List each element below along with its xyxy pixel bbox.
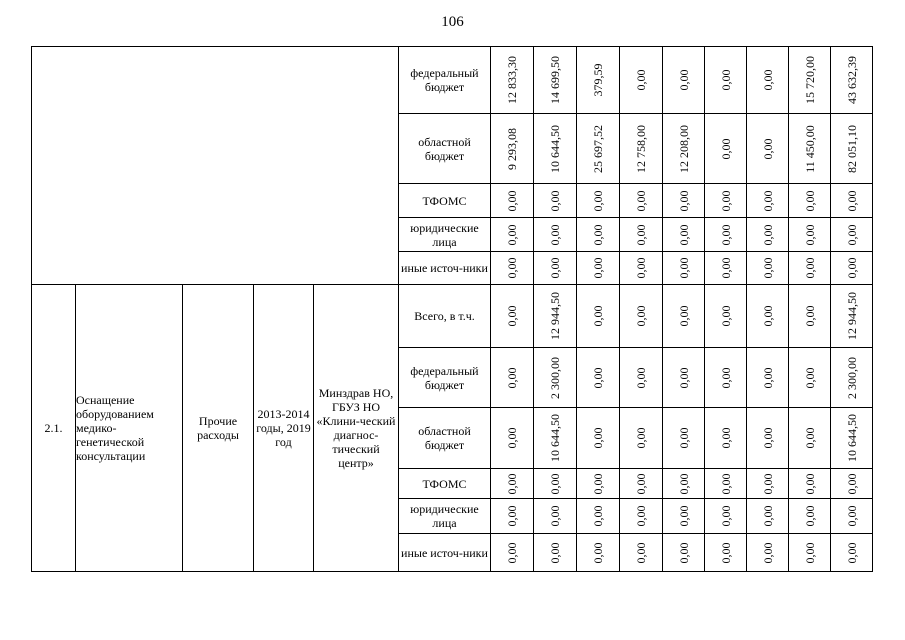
upper-row-value-cell <box>747 47 789 114</box>
value-text: 0,00 <box>505 367 519 388</box>
item-row-value-cell <box>789 534 831 572</box>
item-row-value-cell <box>534 499 577 534</box>
item-row-value-cell <box>747 534 789 572</box>
value-text: 0,00 <box>634 224 648 245</box>
value-text: 0,00 <box>634 305 648 327</box>
item-row-value-cell <box>663 408 705 469</box>
value-text: 0,00 <box>760 542 775 563</box>
funding-source: юридические лица <box>399 218 491 252</box>
value-text: 0,00 <box>591 224 605 245</box>
value-text: 0,00 <box>505 190 519 211</box>
item-row-value-cell <box>789 408 831 469</box>
value-text: 0,00 <box>548 224 562 245</box>
value-text: 0,00 <box>844 224 859 245</box>
item-row-value-cell <box>577 534 620 572</box>
upper-row-value-cell <box>831 184 873 218</box>
item-row-value-cell <box>705 499 747 534</box>
item-row-value-cell <box>747 469 789 499</box>
value-text: 0,00 <box>802 257 817 279</box>
upper-row-value-cell <box>620 114 663 184</box>
value-text: 11 450,00 <box>802 124 817 173</box>
item-row-value-cell <box>577 408 620 469</box>
item-row-value-cell <box>831 534 873 572</box>
funding-source: федеральный бюджет <box>399 47 491 114</box>
value-text: 0,00 <box>760 224 775 245</box>
value-text: 0,00 <box>802 473 817 494</box>
value-text: 0,00 <box>760 427 775 449</box>
value-text: 0,00 <box>591 505 605 527</box>
upper-row-value-cell <box>705 184 747 218</box>
upper-row-value-cell <box>534 184 577 218</box>
value-text: 0,00 <box>505 257 519 279</box>
upper-row-value-cell <box>491 114 534 184</box>
value-text: 0,00 <box>802 224 817 245</box>
value-text: 15 720,00 <box>802 56 817 104</box>
upper-row-value-cell <box>831 114 873 184</box>
item-row-value-cell <box>491 348 534 408</box>
value-text: 0,00 <box>760 473 775 494</box>
upper-row-value-cell <box>577 218 620 252</box>
value-text: 0,00 <box>634 542 648 563</box>
item-row-value-cell <box>705 348 747 408</box>
value-text: 0,00 <box>634 505 648 527</box>
upper-row-value-cell <box>577 114 620 184</box>
item-row-value-cell <box>663 348 705 408</box>
item-row-value-cell <box>620 348 663 408</box>
value-text: 0,00 <box>802 505 817 527</box>
period: 2013-2014 годы, 2019 год <box>254 285 314 572</box>
upper-row-value-cell <box>747 218 789 252</box>
table-row <box>32 285 873 348</box>
upper-row-value-cell <box>747 252 789 285</box>
upper-row-value-cell <box>534 114 577 184</box>
table-row <box>32 47 873 114</box>
upper-row-value-cell <box>663 47 705 114</box>
upper-row-value-cell <box>705 252 747 285</box>
value-text: 0,00 <box>634 473 648 494</box>
upper-row-value-cell <box>747 114 789 184</box>
value-text: 0,00 <box>802 427 817 449</box>
value-text: 0,00 <box>591 257 605 279</box>
upper-row-value-cell <box>534 218 577 252</box>
value-text: 0,00 <box>676 367 691 388</box>
value-text: 379,59 <box>591 63 605 97</box>
funding-source: иные источ-ники <box>399 252 491 285</box>
value-text: 0,00 <box>505 473 519 494</box>
value-text: 10 644,50 <box>548 414 562 462</box>
funding-source: иные источ-ники <box>399 534 491 572</box>
item-row-value-cell <box>747 348 789 408</box>
value-text: 0,00 <box>718 190 733 211</box>
value-text: 0,00 <box>676 427 691 449</box>
value-text: 0,00 <box>760 69 775 91</box>
funding-source: ТФОМС <box>399 184 491 218</box>
value-text: 0,00 <box>676 190 691 211</box>
upper-row-value-cell <box>705 114 747 184</box>
value-text: 0,00 <box>718 473 733 494</box>
funding-source: ТФОМС <box>399 469 491 499</box>
value-text: 0,00 <box>591 367 605 388</box>
value-text: 0,00 <box>844 257 859 279</box>
upper-row-value-cell <box>491 218 534 252</box>
item-row-value-cell <box>747 408 789 469</box>
item-row-value-cell <box>705 469 747 499</box>
item-row-value-cell <box>663 285 705 348</box>
budget-table <box>31 46 873 572</box>
item-row-value-cell <box>534 534 577 572</box>
value-text: 0,00 <box>760 257 775 279</box>
expense-type: Прочие расходы <box>183 285 254 572</box>
item-row-value-cell <box>620 285 663 348</box>
upper-row-value-cell <box>705 218 747 252</box>
value-text: 10 644,50 <box>548 124 562 173</box>
value-text: 0,00 <box>548 190 562 211</box>
item-row-value-cell <box>620 499 663 534</box>
value-text: 0,00 <box>844 190 859 211</box>
item-row-value-cell <box>534 408 577 469</box>
value-text: 0,00 <box>548 257 562 279</box>
value-text: 0,00 <box>505 542 519 563</box>
item-row-value-cell <box>491 408 534 469</box>
item-row-value-cell <box>620 408 663 469</box>
value-text: 0,00 <box>676 505 691 527</box>
item-row-value-cell <box>663 534 705 572</box>
value-text: 0,00 <box>548 542 562 563</box>
value-text: 12 833,30 <box>505 56 519 104</box>
value-text: 0,00 <box>634 257 648 279</box>
item-row-value-cell <box>831 469 873 499</box>
item-row-value-cell <box>831 285 873 348</box>
value-text: 0,00 <box>676 69 691 91</box>
value-text: 0,00 <box>676 473 691 494</box>
value-text: 0,00 <box>718 427 733 449</box>
item-row-value-cell <box>620 534 663 572</box>
upper-row-value-cell <box>577 184 620 218</box>
value-text: 0,00 <box>802 190 817 211</box>
item-row-value-cell <box>491 534 534 572</box>
value-text: 0,00 <box>591 473 605 494</box>
item-row-value-cell <box>831 499 873 534</box>
item-row-value-cell <box>491 469 534 499</box>
value-text: 0,00 <box>505 427 519 449</box>
upper-row-value-cell <box>491 252 534 285</box>
value-text: 0,00 <box>548 505 562 527</box>
value-text: 0,00 <box>505 505 519 527</box>
value-text: 14 699,50 <box>548 56 562 104</box>
value-text: 12 208,00 <box>676 124 691 173</box>
item-row-value-cell <box>705 408 747 469</box>
value-text: 0,00 <box>676 224 691 245</box>
item-row-value-cell <box>577 469 620 499</box>
upper-row-value-cell <box>663 114 705 184</box>
item-row-value-cell <box>577 348 620 408</box>
value-text: 0,00 <box>760 367 775 388</box>
executor: Минздрав НО, ГБУЗ НО «Клини-ческий диагнос-тический центр» <box>314 285 399 572</box>
funding-source: федеральный бюджет <box>399 348 491 408</box>
upper-row-value-cell <box>705 47 747 114</box>
value-text: 10 644,50 <box>844 414 859 462</box>
upper-row-value-cell <box>620 218 663 252</box>
value-text: 0,00 <box>591 542 605 563</box>
upper-row-value-cell <box>620 184 663 218</box>
item-row-value-cell <box>705 534 747 572</box>
item-row-value-cell <box>491 499 534 534</box>
funding-source: областной бюджет <box>399 114 491 184</box>
upper-row-value-cell <box>747 184 789 218</box>
value-text: 2 300,00 <box>844 356 859 399</box>
empty-merged-cell <box>32 47 399 285</box>
upper-row-value-cell <box>577 252 620 285</box>
item-row-value-cell <box>491 285 534 348</box>
value-text: 0,00 <box>760 305 775 327</box>
upper-row-value-cell <box>491 184 534 218</box>
value-text: 12 758,00 <box>634 124 648 173</box>
value-text: 0,00 <box>591 190 605 211</box>
upper-row-value-cell <box>577 47 620 114</box>
item-row-value-cell <box>663 469 705 499</box>
value-text: 0,00 <box>591 427 605 449</box>
value-text: 0,00 <box>718 505 733 527</box>
value-text: 2 300,00 <box>548 356 562 399</box>
value-text: 12 944,50 <box>548 292 562 340</box>
page-number: 106 <box>441 14 464 30</box>
upper-row-value-cell <box>620 47 663 114</box>
value-text: 0,00 <box>802 542 817 563</box>
item-row-value-cell <box>747 499 789 534</box>
upper-row-value-cell <box>831 252 873 285</box>
funding-source: областной бюджет <box>399 408 491 469</box>
value-text: 0,00 <box>718 138 733 159</box>
value-text: 0,00 <box>718 367 733 388</box>
upper-row-value-cell <box>534 47 577 114</box>
upper-row-value-cell <box>789 218 831 252</box>
upper-row-value-cell <box>789 184 831 218</box>
upper-row-value-cell <box>789 252 831 285</box>
item-row-value-cell <box>534 285 577 348</box>
item-row-value-cell <box>577 499 620 534</box>
value-text: 0,00 <box>676 257 691 279</box>
value-text: 0,00 <box>505 224 519 245</box>
upper-row-value-cell <box>831 218 873 252</box>
upper-row-value-cell <box>534 252 577 285</box>
upper-row-value-cell <box>663 218 705 252</box>
value-text: 0,00 <box>634 367 648 388</box>
value-text: 0,00 <box>505 305 519 327</box>
item-row-value-cell <box>789 285 831 348</box>
upper-row-value-cell <box>491 47 534 114</box>
item-number: 2.1. <box>32 285 76 572</box>
item-row-value-cell <box>705 285 747 348</box>
item-row-value-cell <box>831 348 873 408</box>
value-text: 0,00 <box>802 305 817 327</box>
value-text: 0,00 <box>548 473 562 494</box>
value-text: 25 697,52 <box>591 124 605 173</box>
value-text: 0,00 <box>676 305 691 327</box>
item-row-value-cell <box>789 469 831 499</box>
value-text: 0,00 <box>760 505 775 527</box>
value-text: 0,00 <box>676 542 691 563</box>
item-row-value-cell <box>747 285 789 348</box>
value-text: 0,00 <box>802 367 817 388</box>
upper-row-value-cell <box>620 252 663 285</box>
item-row-value-cell <box>534 469 577 499</box>
value-text: 82 051,10 <box>844 124 859 173</box>
value-text: 0,00 <box>591 305 605 327</box>
value-text: 9 293,08 <box>505 127 519 170</box>
value-text: 0,00 <box>634 190 648 211</box>
item-row-value-cell <box>789 499 831 534</box>
upper-row-value-cell <box>663 252 705 285</box>
value-text: 0,00 <box>634 69 648 91</box>
item-row-value-cell <box>620 469 663 499</box>
value-text: 0,00 <box>718 257 733 279</box>
value-text: 0,00 <box>844 473 859 494</box>
upper-row-value-cell <box>789 47 831 114</box>
value-text: 0,00 <box>760 190 775 211</box>
value-text: 0,00 <box>718 542 733 563</box>
item-row-value-cell <box>831 408 873 469</box>
item-row-value-cell <box>577 285 620 348</box>
value-text: 0,00 <box>844 542 859 563</box>
upper-row-value-cell <box>663 184 705 218</box>
item-name: Оснащение оборудованием медико-генетической консультации <box>76 285 183 572</box>
item-row-value-cell <box>789 348 831 408</box>
upper-row-value-cell <box>789 114 831 184</box>
funding-source: Всего, в т.ч. <box>399 285 491 348</box>
value-text: 0,00 <box>718 224 733 245</box>
value-text: 12 944,50 <box>844 292 859 340</box>
value-text: 0,00 <box>634 427 648 449</box>
value-text: 0,00 <box>760 138 775 159</box>
value-text: 0,00 <box>844 505 859 527</box>
value-text: 0,00 <box>718 69 733 91</box>
value-text: 43 632,39 <box>844 56 859 104</box>
value-text: 0,00 <box>718 305 733 327</box>
item-row-value-cell <box>663 499 705 534</box>
item-row-value-cell <box>534 348 577 408</box>
upper-row-value-cell <box>831 47 873 114</box>
funding-source: юридические лица <box>399 499 491 534</box>
